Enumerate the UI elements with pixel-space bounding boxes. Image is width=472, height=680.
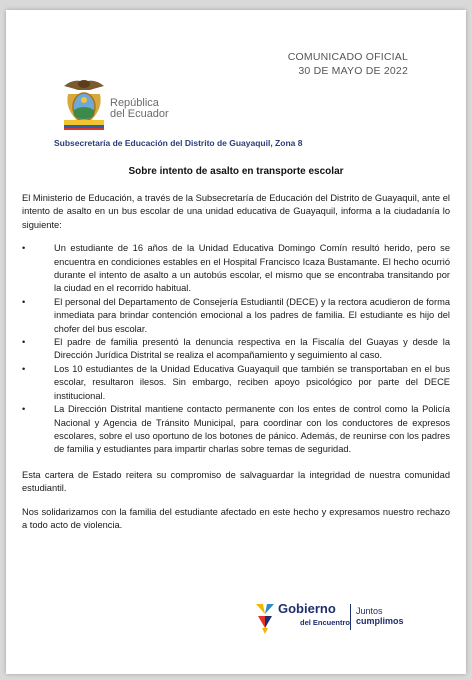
document-body — [22, 192, 450, 542]
institution-line-2: del Ecuador — [110, 108, 169, 120]
slogan-line-1: Juntos — [356, 606, 383, 616]
bullet-list — [22, 242, 450, 457]
gobierno-name: Gobierno — [278, 601, 336, 616]
comunicado-label: COMUNICADO OFICIAL — [287, 51, 408, 63]
subsecretaria-heading: Subsecretaría de Educación del Distrito de Guayaquil, Zona 8 — [54, 138, 303, 148]
logo-divider — [350, 604, 351, 630]
closing-paragraph-2: Nos solidarizamos con la familia del estudiante afectado en este hecho y expresamos nuestro rechazo a todo acto de violencia. — [22, 506, 450, 530]
closing-paragraph-1: Esta cartera de Estado reitera su compromiso de salvaguardar la integridad de nuestra comunidad estudiantil. — [22, 469, 450, 494]
intro-paragraph: El Ministerio de Educación, a través de la Subsecretaría de Educación del Distrito de Guayaquil, ante el intento de asalto en un bus escolar de una unidad educativa de Guayaquil, informa a la ciudadanía lo siguiente: — [22, 193, 450, 230]
bullet-item: • La Dirección Distrital mantiene contacto permanente con los entes de control como la Policía Nacional y Agencia de Tránsito Municipal, para coordinar con los conductores de expresos escolares, sobre el uso oportuno de los botones de pánico. Además, de reunirse con los padres de familia y estudiantes para impartir charlas sobre temas de seguridad. — [22, 403, 450, 457]
coat-of-arms-icon — [60, 76, 108, 130]
comunicado-header — [288, 50, 408, 78]
slogan-line-2: cumplimos — [356, 616, 404, 626]
institution-line-1: República — [110, 97, 159, 109]
document-title: Sobre intento de asalto en transporte escolar — [128, 166, 344, 177]
bullet-item: • Un estudiante de 16 años de la Unidad Educativa Domingo Comín resultó herido, pero se encuentra en condiciones estables en el Hospital Francisco Icaza Bustamante. El hecho ocurrió durante el intento de asalto a un autobús escolar, el mismo que se encontraba transitando por la ciudad en el recorrido habitual. — [22, 242, 450, 296]
gobierno-slogan — [356, 606, 404, 626]
bullet-item: • El padre de familia presentó la denuncia respectiva en la Fiscalía del Guayas y desde la Dirección Jurídica Distrital se realiza el acompañamiento y seguimiento al caso. — [22, 336, 450, 363]
institution-name — [110, 98, 169, 120]
gobierno-sub: del Encuentro — [300, 618, 351, 627]
bullet-item: • Los 10 estudiantes de la Unidad Educativa Guayaquil que también se transportaban en el bus escolar, resultaron ilesos. Sin embargo, reciben apoyo psicológico por parte del DECE institucional. — [22, 363, 450, 403]
document-page — [6, 10, 466, 674]
gobierno-mark-icon — [254, 600, 276, 636]
bullet-item: • El personal del Departamento de Consejería Estudiantil (DECE) y la rectora acudieron de forma inmediata para brindar contención emocional a los padres de familia. El estudiante es hijo del chofer del bus escolar. — [22, 296, 450, 336]
comunicado-date: 30 DE MAYO DE 2022 — [298, 65, 408, 77]
gobierno-logo — [254, 598, 434, 638]
